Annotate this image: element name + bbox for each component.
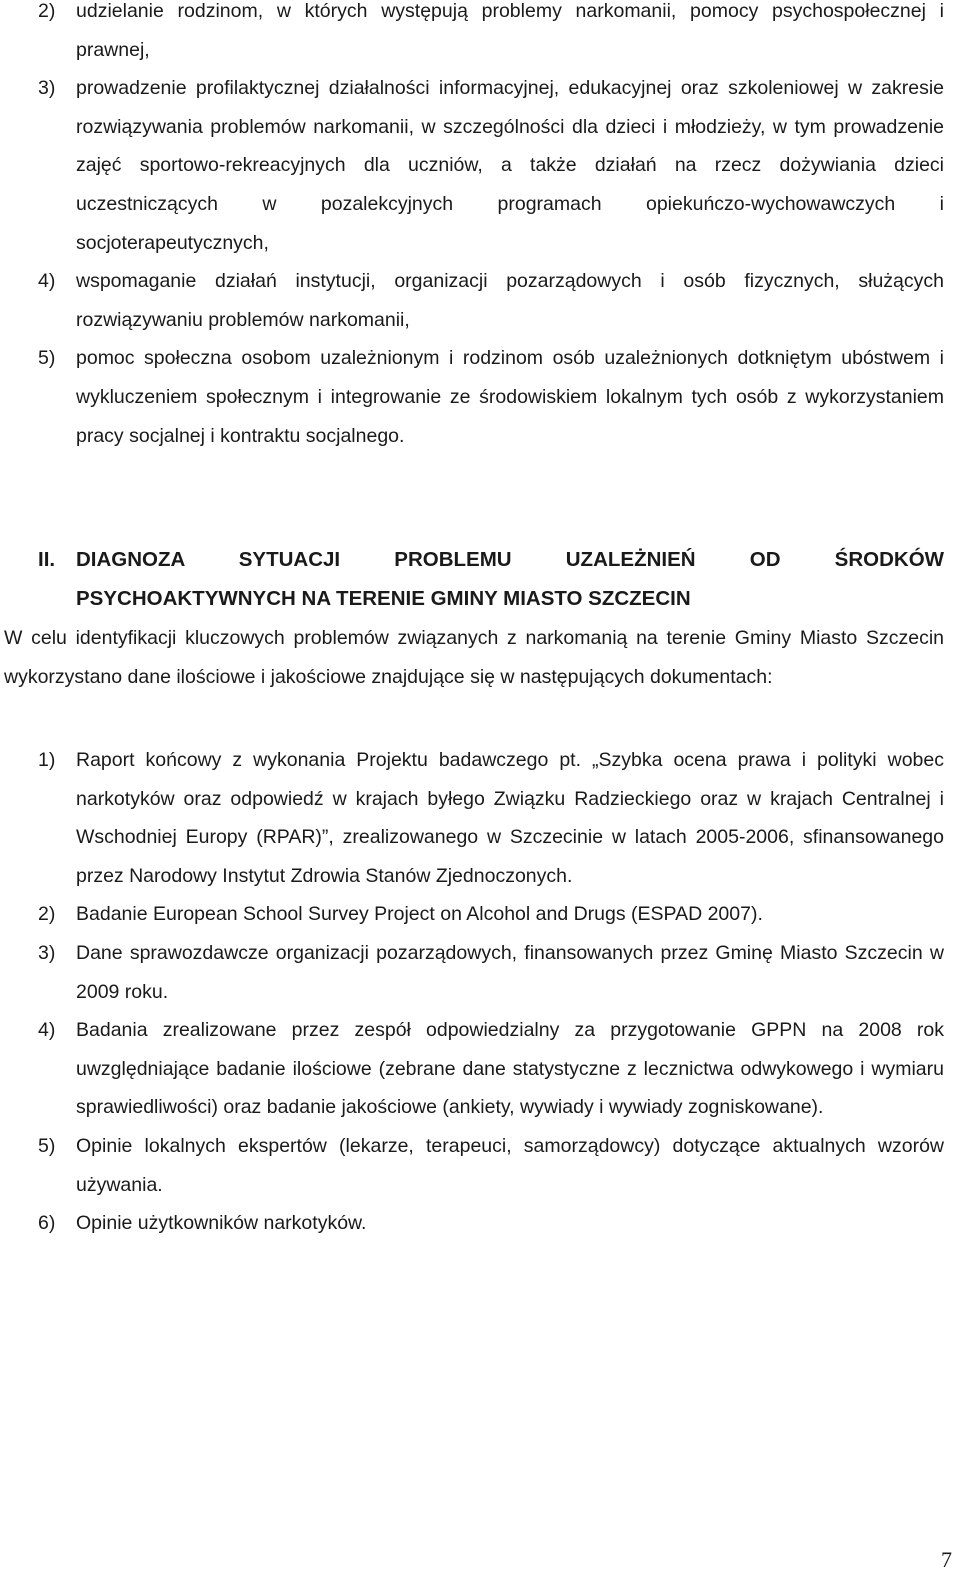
- list-item-text: prowadzenie profilaktycznej działalności informacyjnej, edukacyjnej oraz szkoleniowej w zakresie rozwiązywania problemów narkomanii, w szczególności dla dzieci i młodzieży, w tym prowadzenie zajęć sportowo-rekreacyjnych dla uczniów, a także działań na rzecz dożywiania dzieci uczestniczących w pozalekcyjnych programach opiekuńczo-wychowawczych i socjoterapeutycznych,: [76, 77, 944, 254]
- source-documents-list: [0, 741, 944, 1243]
- page-number: 7: [941, 1547, 952, 1572]
- list-item-text: Opinie lokalnych ekspertów (lekarze, terapeuci, samorządowcy) dotyczące aktualnych wzorów używania.: [76, 1134, 944, 1196]
- list-item-text: Dane sprawozdawcze organizacji pozarządowych, finansowanych przez Gminę Miasto Szczecin w 2009 roku.: [76, 941, 944, 1003]
- list-item: [0, 0, 944, 69]
- list-item-text: Raport końcowy z wykonania Projektu badawczego pt. „Szybka ocena prawa i polityki wobec narkotyków oraz odpowiedź w krajach byłego Związku Radzieckiego oraz w krajach Centralnej i Wschodniej Europy (RPAR)”, zrealizowanego w Szczecinie w latach 2005-2006, sfinansowanego przez Narodowy Instytut Zdrowia Stanów Zjednoczonych.: [76, 749, 944, 887]
- list-item: [0, 69, 944, 262]
- section-number: II.: [38, 548, 56, 571]
- list-item: [0, 262, 944, 339]
- list-item: [0, 1127, 944, 1204]
- list-item: [0, 895, 944, 934]
- list-item-number: 3): [38, 77, 56, 100]
- list-item-number: 2): [38, 903, 56, 926]
- list-item-number: 5): [38, 1134, 56, 1157]
- list-item-number: 4): [38, 270, 56, 293]
- section-title-line2: PSYCHOAKTYWNYCH NA TERENIE GMINY MIASTO SZCZECIN: [76, 586, 691, 610]
- list-item-text: wspomaganie działań instytucji, organizacji pozarządowych i osób fizycznych, służących rozwiązywaniu problemów narkomanii,: [76, 270, 944, 331]
- measures-list: [0, 0, 944, 455]
- section-title-line1: DIAGNOZA SYTUACJI PROBLEMU UZALEŻNIEŃ OD ŚRODKÓW: [76, 548, 944, 571]
- list-item-number: 4): [38, 1019, 56, 1042]
- list-item-text: Badania zrealizowane przez zespół odpowiedzialny za przygotowanie GPPN na 2008 rok uwzględniające badanie ilościowe (zebrane dane statystyczne z lecznictwa odwykowego i wymiaru sprawiedliwości) oraz badanie jakościowe (ankiety, wywiady i wywiady zogniskowane).: [76, 1019, 944, 1119]
- list-item: [0, 741, 944, 895]
- section-heading: [38, 541, 944, 618]
- list-item-number: 2): [38, 0, 56, 22]
- list-item-number: 6): [38, 1212, 56, 1235]
- list-item: [0, 934, 944, 1011]
- list-item-number: 3): [38, 941, 56, 964]
- intro-paragraph: W celu identyfikacji kluczowych problemów związanych z narkomanią na terenie Gminy Miasto Szczecin wykorzystano dane ilościowe i jakościowe znajdujące się w następujących dokumentach:: [4, 627, 944, 688]
- list-item-number: 1): [38, 749, 56, 771]
- list-item-number: 5): [38, 347, 56, 370]
- list-item-text: Badanie European School Survey Project on Alcohol and Drugs (ESPAD 2007).: [76, 903, 763, 926]
- list-item-text: pomoc społeczna osobom uzależnionym i rodzinom osób uzależnionych dotkniętym ubóstwem i wykluczeniem społecznym i integrowanie ze środowiskiem lokalnym tych osób z wykorzystaniem pracy socjalnej i kontraktu socjalnego.: [76, 347, 944, 447]
- list-item: [0, 1204, 944, 1243]
- list-item: [0, 339, 944, 455]
- list-item-text: udzielanie rodzinom, w których występują problemy narkomanii, pomocy psychospołecznej i prawnej,: [76, 0, 944, 61]
- list-item-text: Opinie użytkowników narkotyków.: [76, 1212, 367, 1235]
- list-item: [0, 1011, 944, 1127]
